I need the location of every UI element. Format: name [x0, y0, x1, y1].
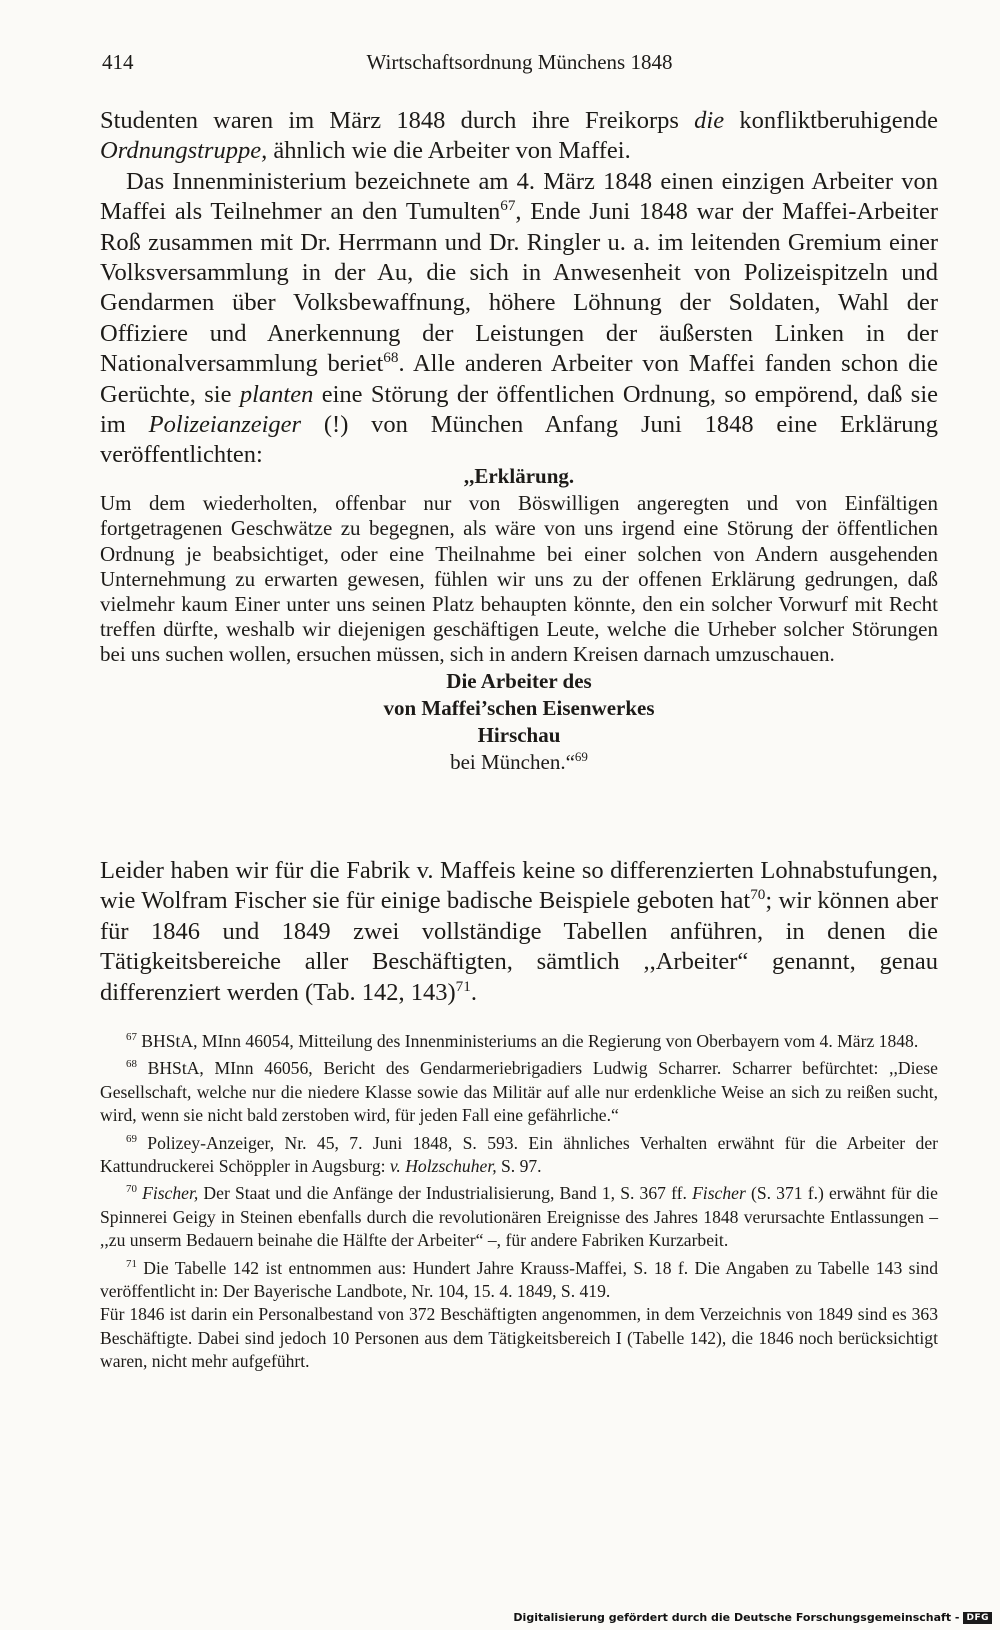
main-text-continued [100, 856, 938, 1008]
footnotes [100, 1030, 938, 1378]
text-run: (S. 371 f.) erwähnt für die Spinnerei Geigy in Steinen ebenfalls durch die revolutionären Ereignisse des Jahres 1848 verursachte Entlassungen – ,,zu unserm Bedauern beinahe die Hälfte der Arbeiter“ –, für andere Fabriken Kurzarbeit. [100, 1183, 938, 1251]
page-number: 414 [102, 50, 134, 74]
page-header [102, 50, 937, 80]
footnote-ref: 67 [500, 197, 516, 215]
paragraph-3 [100, 856, 938, 1008]
footnote-number: 68 [126, 1058, 137, 1071]
text-run: . Alle anderen Arbeiter von Maffei fanden schon die Gerüchte, sie [100, 350, 939, 408]
text-run: eine Störung der öffentlichen Ordnung, so empörend, daß sie im [100, 380, 938, 439]
emphasis: Fischer, [136, 1183, 199, 1204]
footnote-69 [100, 1132, 938, 1179]
paragraph-2 [100, 167, 938, 471]
footnote-number: 71 [126, 1257, 137, 1270]
emphasis: v. Holzschuher, [389, 1156, 497, 1177]
running-title: Wirtschaftsordnung Münchens 1848 [366, 50, 673, 74]
text-run: ähnlich wie die Arbeiter von Maffei. [267, 137, 631, 165]
text-run: Das Innenministerium bezeichnete am 4. März 1848 einen einzigen Arbeiter von Maffei als Teilnehmer an den Tumulten [100, 167, 938, 226]
emphasis: die [694, 107, 725, 134]
quote-heading: ,,Erklärung. [463, 464, 575, 488]
text-run: BHStA, MInn 46054, Mitteilung des Innenministeriums an die Regierung von Oberbayern vom 4. März 1848. [136, 1031, 919, 1051]
dfg-logo: DFG [963, 1612, 992, 1624]
footnote-71-continued: Für 1846 ist darin ein Personalbestand von 372 Beschäftigten angenommen, in dem Verzeichnis von 1849 sind es 363 Beschäftigte. Dabei sind jedoch 10 Personen aus dem Tätigkeitsbereich I (Tabelle 142), die 1846 noch berücksichtigt waren, nicht mehr aufgeführt. [100, 1304, 938, 1372]
footnote-number: 70 [126, 1183, 137, 1196]
footnote-ref: 68 [383, 349, 399, 367]
footnote-67 [100, 1030, 938, 1053]
footnote-number: 67 [126, 1031, 137, 1044]
footnote-68 [100, 1057, 938, 1127]
text-run: Der Staat und die Anfänge der Industrialisierung, Band 1, S. 367 ff. [198, 1183, 693, 1204]
emphasis: Polizeianzeiger [148, 411, 302, 439]
quote-signature-line: Hirschau [477, 722, 561, 747]
text-run: bei München.“ [450, 749, 575, 774]
quote-signature-line [100, 749, 938, 776]
footnote-ref: 69 [574, 748, 588, 764]
text-run: Studenten waren im März 1848 durch ihre Freikorps [100, 107, 695, 134]
block-quote [100, 464, 938, 776]
quote-body: Um dem wiederholten, offenbar nur von Böswilligen angeregten und von Einfältigen fortgetragenen Geschwätze zu begegnen, als wäre von uns irgend eine Störung der öffentlichen Ordnung je beabsichtiget, oder eine Theilnahme bei einer solchen von Andern ausgehenden Unternehmung zu erwarten gewesen, fühlen wir uns zu der offenen Erklärung gedrungen, daß vielmehr kaum Einer unter uns seinen Platz behaupten könnte, den ein solcher Vorwurf mit Recht treffen dürfte, weshalb wir diejenigen geschäftigen Leute, welche die Urheber solcher Störungen bei uns suchen wollen, ersuchen müssen, sich in andern Kreisen darnach umzuschauen. [100, 491, 938, 667]
footnote-70 [100, 1182, 938, 1252]
footnote-71 [100, 1257, 938, 1304]
text-run: Leider haben wir für die Fabrik v. Maffeis keine so differenzierten Lohnabstufungen, wie Wolfram Fischer sie für einige badische Beispiele geboten hat [100, 857, 938, 915]
text-run: Polizey-Anzeiger, Nr. 45, 7. Juni 1848, S. 593. Ein ähnliches Verhalten erwähnt für die Arbeiter der Kattundruckerei Schöppler in Augsburg: [100, 1132, 938, 1177]
text-run: BHStA, MInn 46056, Bericht des Gendarmeriebrigadiers Ludwig Scharrer. Scharrer befürchtet: ,,Diese Gesellschaft, welche nur die niedere Klasse sowie das Militär auf alle nur erdenkliche Weise an sich zu reißen sucht, wird, wenn sie nicht bald zerstoben wird, für jeden Fall eine gefährliche.“ [100, 1058, 938, 1126]
emphasis: Ordnungstruppe, [100, 137, 268, 165]
text-run: Die Tabelle 142 ist entnommen aus: Hundert Jahre Krauss-Maffei, S. 18 f. Die Angaben zu Tabelle 143 sind veröffentlicht in: Der Bayerische Landbote, Nr. 104, 15. 4. 1849, S. 419. [100, 1257, 938, 1302]
quote-signature-line: von Maffei’schen Eisenwerkes [383, 695, 655, 720]
footnote-ref: 70 [750, 886, 766, 904]
main-text [100, 106, 938, 471]
quote-signature-line: Die Arbeiter des [446, 668, 592, 693]
digitization-credit [513, 1611, 992, 1624]
text-run: . [470, 978, 477, 1006]
text-run: konfliktberuhigende [724, 107, 938, 134]
footnote-number: 69 [126, 1132, 137, 1145]
paragraph-1 [100, 106, 938, 167]
credit-text: Digitalisierung gefördert durch die Deutsche Forschungsgemeinschaft - [513, 1611, 960, 1624]
text-run: S. 97. [496, 1156, 542, 1177]
text-run: (!) von München Anfang Juni 1848 eine Erklärung veröffentlichten: [100, 411, 938, 469]
footnote-ref: 71 [455, 977, 471, 995]
text-run: ; wir können aber für 1846 und 1849 zwei vollständige Tabellen anführen, in denen die Tätigkeitsbereiche aller Beschäftigten, sämtlich ,,Arbeiter“ genannt, genau differenziert werden (Tab. 142, 143) [100, 887, 939, 1006]
text-run: , Ende Juni 1848 war der Maffei-Arbeiter Roß zusammen mit Dr. Herrmann und Dr. Ringler u. a. im leitenden Gremium einer Volksversammlung in der Au, die sich in Anwesenheit von Polizeispitzeln und Gendarmen über Volksbewaffnung, höhere Löhnung der Soldaten, Wahl der Offiziere und Anerkennung der Leistungen der äußersten Linken in der Nationalversammlung beriet [100, 198, 938, 378]
emphasis: planten [239, 380, 314, 408]
emphasis: Fischer [692, 1183, 746, 1204]
